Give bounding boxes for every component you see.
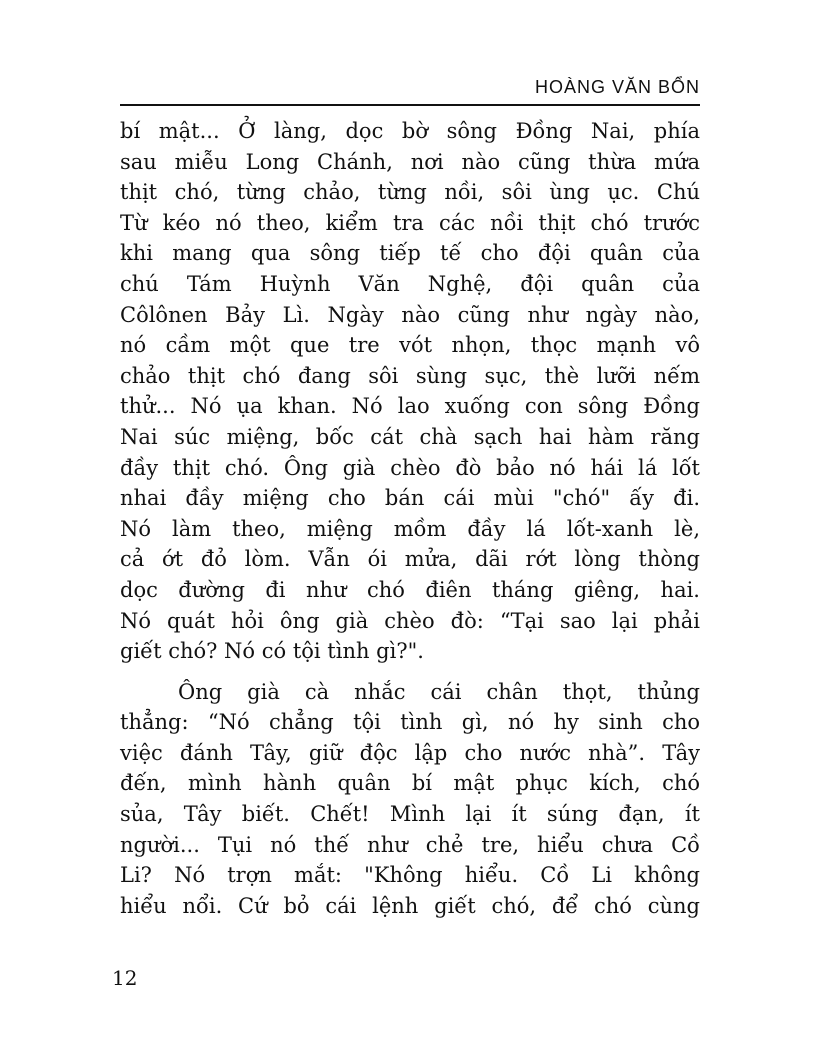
header-author: HOÀNG VĂN BỔN [534,77,700,97]
text-line: đầy thịt chó. Ông già chèo đò bảo nó hái lá lốt [120,455,700,480]
text-line: thẳng: “Nó chẳng tội tình gì, nó hy sinh cho [120,710,700,735]
text-line: bí mật... Ở làng, dọc bờ sông Đồng Nai, phía [120,119,700,143]
text-line: nó cầm một que tre vót nhọn, thọc mạnh vô [120,333,700,358]
text-line: Ông già cà nhắc cái chân thọt, thủng [178,679,700,704]
text-line: Nó làm theo, miệng mồm đầy lá lốt-xanh lè, [120,516,700,541]
text-line: nhai đầy miệng cho bán cái mùi "chó" ấy đi. [120,486,700,511]
page-header [120,74,700,106]
text-line: dọc đường đi như chó điên tháng giêng, hai. [120,577,700,602]
paragraph-gap [120,667,700,677]
text-line: giết chó? Nó có tội tình gì?". [120,639,424,664]
text-line: Li? Nó trợn mắt: "Không hiểu. Cồ Li không [120,863,700,888]
text-line: cả ớt đỏ lòm. Vẫn ói mửa, dãi rớt lòng thòng [120,547,700,572]
text-line: thử... Nó ụa khan. Nó lao xuống con sông Đồng [120,394,700,419]
text-line: chú Tám Huỳnh Văn Nghệ, đội quân của [120,271,700,296]
text-line: Nó quát hỏi ông già chèo đò: “Tại sao lại phải [120,608,700,633]
text-line: Nai súc miệng, bốc cát chà sạch hai hàm răng [120,424,700,449]
text-line: Côlônen Bảy Lì. Ngày nào cũng như ngày nào, [120,302,700,327]
text-line: Từ kéo nó theo, kiểm tra các nồi thịt chó trước [120,210,700,235]
text-line: người... Tụi nó thế như chẻ tre, hiểu chưa Cồ [120,832,700,857]
text-line: sủa, Tây biết. Chết! Mình lại ít súng đạn, ít [120,802,700,827]
text-line: chảo thịt chó đang sôi sùng sục, thè lưỡi nếm [120,363,700,388]
text-line: thịt chó, từng chảo, từng nồi, sôi ùng ục. Chú [120,180,700,205]
text-line: khi mang qua sông tiếp tế cho đội quân của [120,241,700,266]
text-line: việc đánh Tây, giữ độc lập cho nước nhà”. Tây [120,740,700,765]
text-line: đến, mình hành quân bí mật phục kích, chó [120,771,700,796]
text-line: hiểu nổi. Cứ bỏ cái lệnh giết chó, để chó cùng [120,893,700,918]
page-number: 12 [112,966,138,990]
body-text [120,116,700,921]
text-line: sau miễu Long Chánh, nơi nào cũng thừa mứa [120,149,700,174]
